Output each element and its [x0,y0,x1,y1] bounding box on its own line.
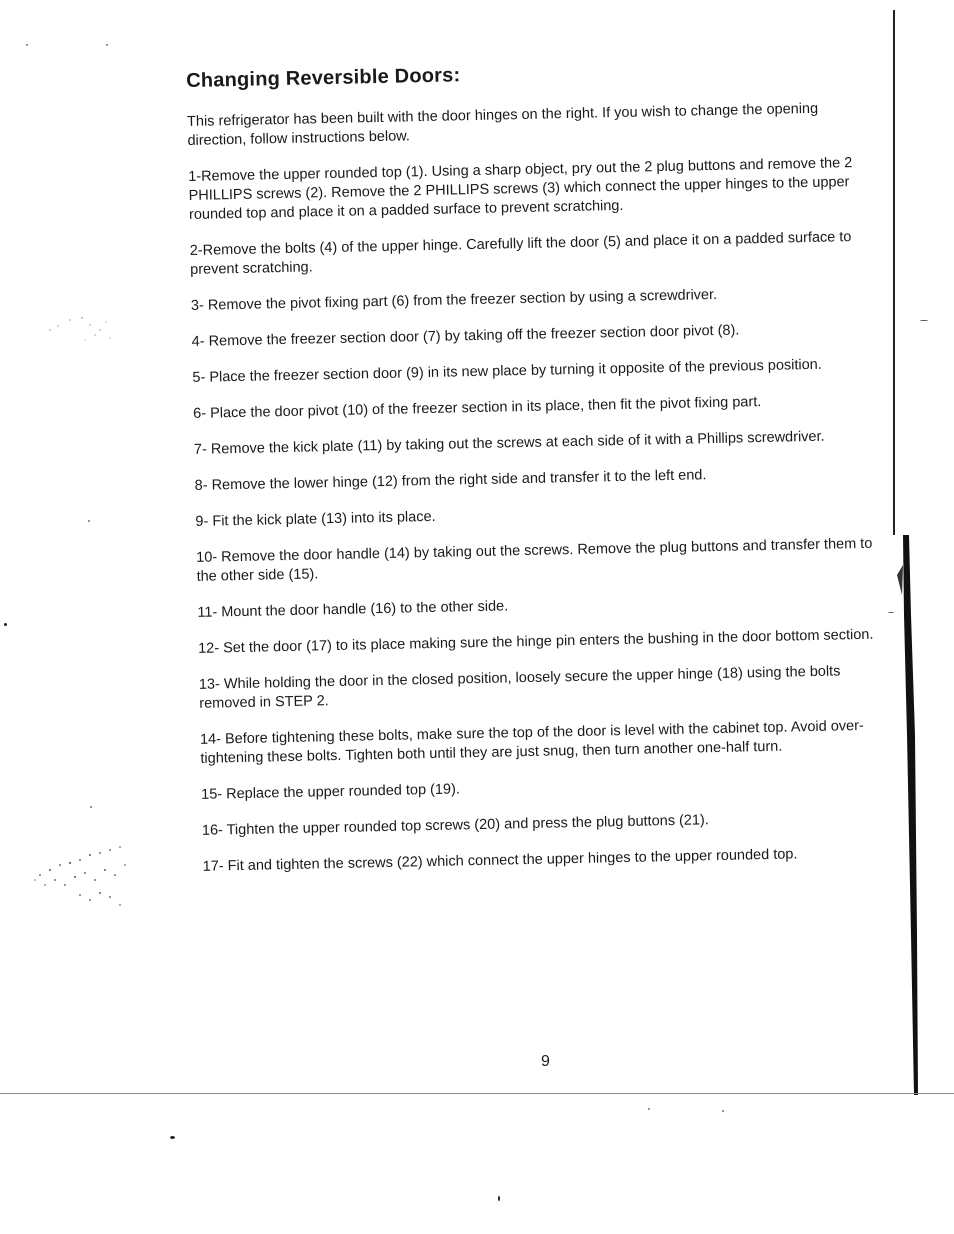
scan-speck [106,44,108,46]
scan-speck [498,1196,500,1201]
scan-speck [722,1110,724,1112]
step-1: 1-Remove the upper rounded top (1). Using a sharp object, pry out the 2 plug buttons and remove the 2 PHILLIPS screws (2). Remove the 2 PHILLIPS screws (3) which connect the upper hinges to the upper rounded top and place it on a padded surface to prevent scratching. [188,155,853,223]
scan-speck [4,623,7,626]
step-3: 3- Remove the pivot fixing part (6) from the freezer section by using a screwdriver. [190,286,718,314]
intro-paragraph: This refrigerator has been built with the door hinges on the right. If you wish to change the opening direction, follow instructions below. [186,100,819,149]
scan-speck [648,1108,650,1110]
scan-edge-shadow [897,535,922,1095]
scan-speck [170,1136,175,1139]
step-13: 13- While holding the door in the closed position, loosely secure the upper hinge (18) using the bolts removed in STEP 2. [198,663,841,712]
document-body [186,56,883,894]
step-9: 9- Fit the kick plate (13) into its place. [195,508,436,530]
scan-speck [90,806,92,808]
step-15: 15- Replace the upper rounded top (19). [201,781,461,803]
scan-noise-left-lower [20,825,135,925]
page-title: Changing Reversible Doors: [186,64,461,92]
scan-noise-left-upper [40,300,120,350]
scan-speck [888,612,894,613]
step-4: 4- Remove the freezer section door (7) by taking off the freezer section door pivot (8). [191,322,740,350]
scan-speck [920,320,928,321]
step-14: 14- Before tightening these bolts, make sure the top of the door is level with the cabinet top. Avoid over-tightening these bolts. Tighten both until they are just snug, then turn another one-half turn. [199,717,864,767]
scan-speck [88,520,90,522]
step-7: 7- Remove the kick plate (11) by taking out the screws at each side of it with a Phillips screwdriver. [193,428,825,458]
step-11: 11- Mount the door handle (16) to the other side. [197,598,509,621]
scan-speck [26,44,28,46]
step-10: 10- Remove the door handle (14) by taking out the screws. Remove the plug buttons and transfer them to the other side (15). [196,535,873,585]
step-2: 2-Remove the bolts (4) of the upper hinge. Carefully lift the door (5) and place it on a padded surface to prevent scratching. [189,229,852,278]
step-16: 16- Tighten the upper rounded top screws (20) and press the plug buttons (21). [201,812,710,839]
scan-bottom-edge [0,1093,954,1094]
scan-edge-line [893,10,895,535]
step-17: 17- Fit and tighten the screws (22) which connect the upper hinges to the upper rounded top. [202,846,798,875]
step-6: 6- Place the door pivot (10) of the freezer section in its place, then fit the pivot fixing part. [193,394,762,422]
step-8: 8- Remove the lower hinge (12) from the right side and transfer it to the left end. [194,467,707,494]
step-5: 5- Place the freezer section door (9) in its new place by turning it opposite of the previous position. [192,356,822,386]
page-number: 9 [541,1053,550,1070]
step-12: 12- Set the door (17) to its place making sure the hinge pin enters the bushing in the door bottom section. [197,626,874,657]
